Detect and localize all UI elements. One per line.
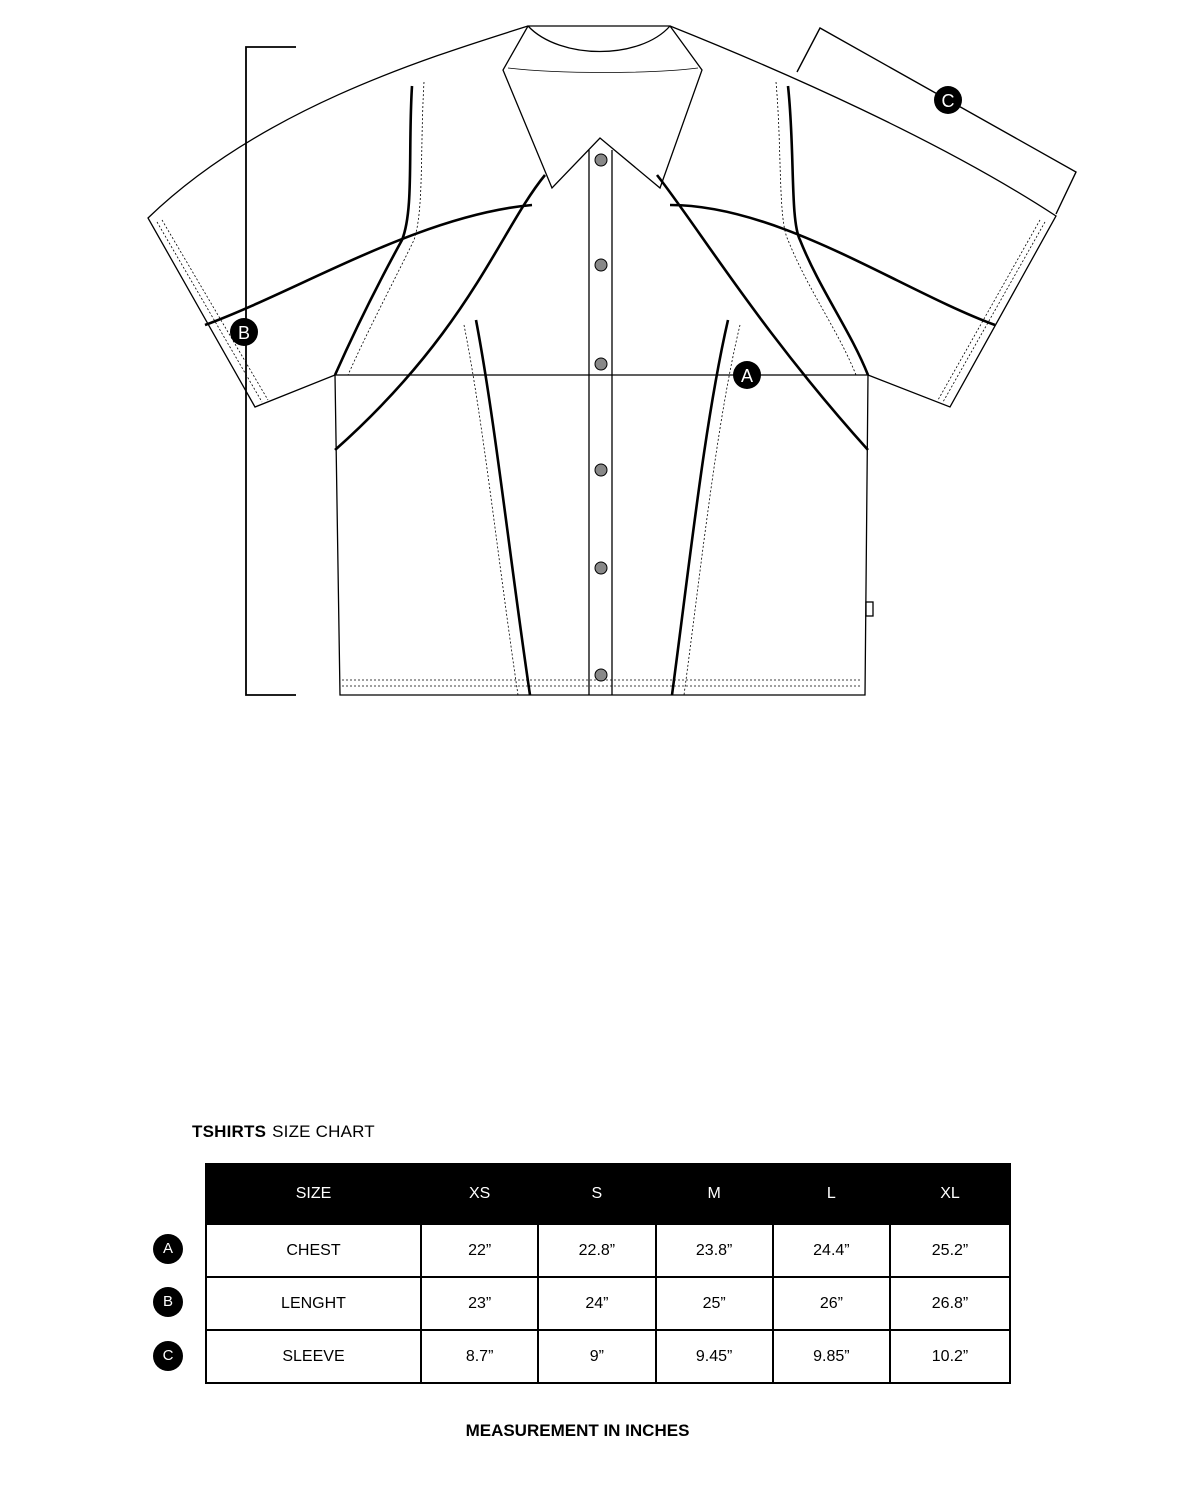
left-front-seam [335,175,545,450]
chest-marker [733,361,761,389]
size-header-row [206,1164,1010,1224]
table-cell: 26.8” [890,1277,1010,1330]
left-side-topstitch [464,325,518,695]
table-row [206,1330,1010,1383]
left-sleeve-hem-stitch [157,220,268,402]
table-cell: 24” [538,1277,655,1330]
chart-title-bold: TSHIRTS [192,1122,267,1141]
measurement-note: MEASUREMENT IN INCHES [465,1421,690,1440]
right-sleeve-hem-stitch [938,220,1045,402]
table-row [206,1277,1010,1330]
table-cell: 9” [538,1330,655,1383]
header-cell: XS [421,1164,538,1224]
table-cell: 24.4” [773,1224,890,1277]
row-label: LENGHT [206,1277,421,1330]
right-side-topstitch [684,325,740,695]
table-cell: 10.2” [890,1330,1010,1383]
header-cell: XL [890,1164,1010,1224]
header-cell: S [538,1164,655,1224]
button [595,358,607,370]
left-yoke-topstitch [348,82,424,375]
row-label: SLEEVE [206,1330,421,1383]
sleeve-marker [934,86,962,114]
table-row [206,1224,1010,1277]
svg-text:B: B [237,323,251,343]
table-cell: 26” [773,1277,890,1330]
button [595,259,607,271]
size-table [205,1163,1011,1384]
header-cell: M [656,1164,773,1224]
length-measure-bracket [246,47,296,695]
svg-text:A: A [740,366,754,386]
table-cell: 25” [656,1277,773,1330]
right-side-seam [672,320,728,695]
right-sleeve-outline [670,26,1056,407]
button [595,464,607,476]
header-cell: L [773,1164,890,1224]
chart-title-light: SIZE CHART [272,1122,375,1141]
svg-text:C: C [941,91,955,111]
button [595,154,607,166]
sleeve-measure-bracket [797,28,1076,214]
table-cell: 22.8” [538,1224,655,1277]
button [595,562,607,574]
collar-stitch [508,68,698,73]
left-yoke-seam [335,86,412,375]
placket [589,150,612,695]
shirt-body-outline [335,375,868,695]
placket-buttons [595,154,607,681]
shirt-diagram [0,0,1200,720]
table-cell: 8.7” [421,1330,538,1383]
right-yoke-topstitch [776,82,856,375]
row-label: CHEST [206,1224,421,1277]
row-marker-badge: B [153,1287,183,1317]
right-yoke-seam [788,86,868,375]
left-armhole-seam [205,205,532,325]
table-cell: 23” [421,1277,538,1330]
row-marker-badge: C [153,1341,183,1371]
button [595,669,607,681]
label-tag [866,602,873,616]
length-marker [230,318,258,346]
table-cell: 25.2” [890,1224,1010,1277]
table-cell: 9.45” [656,1330,773,1383]
header-cell: SIZE [206,1164,421,1224]
table-cell: 9.85” [773,1330,890,1383]
table-cell: 23.8” [656,1224,773,1277]
left-side-seam [476,320,530,695]
table-cell: 22” [421,1224,538,1277]
chart-title [192,1122,375,1142]
collar-stand [528,26,670,52]
row-marker-badge: A [153,1234,183,1264]
